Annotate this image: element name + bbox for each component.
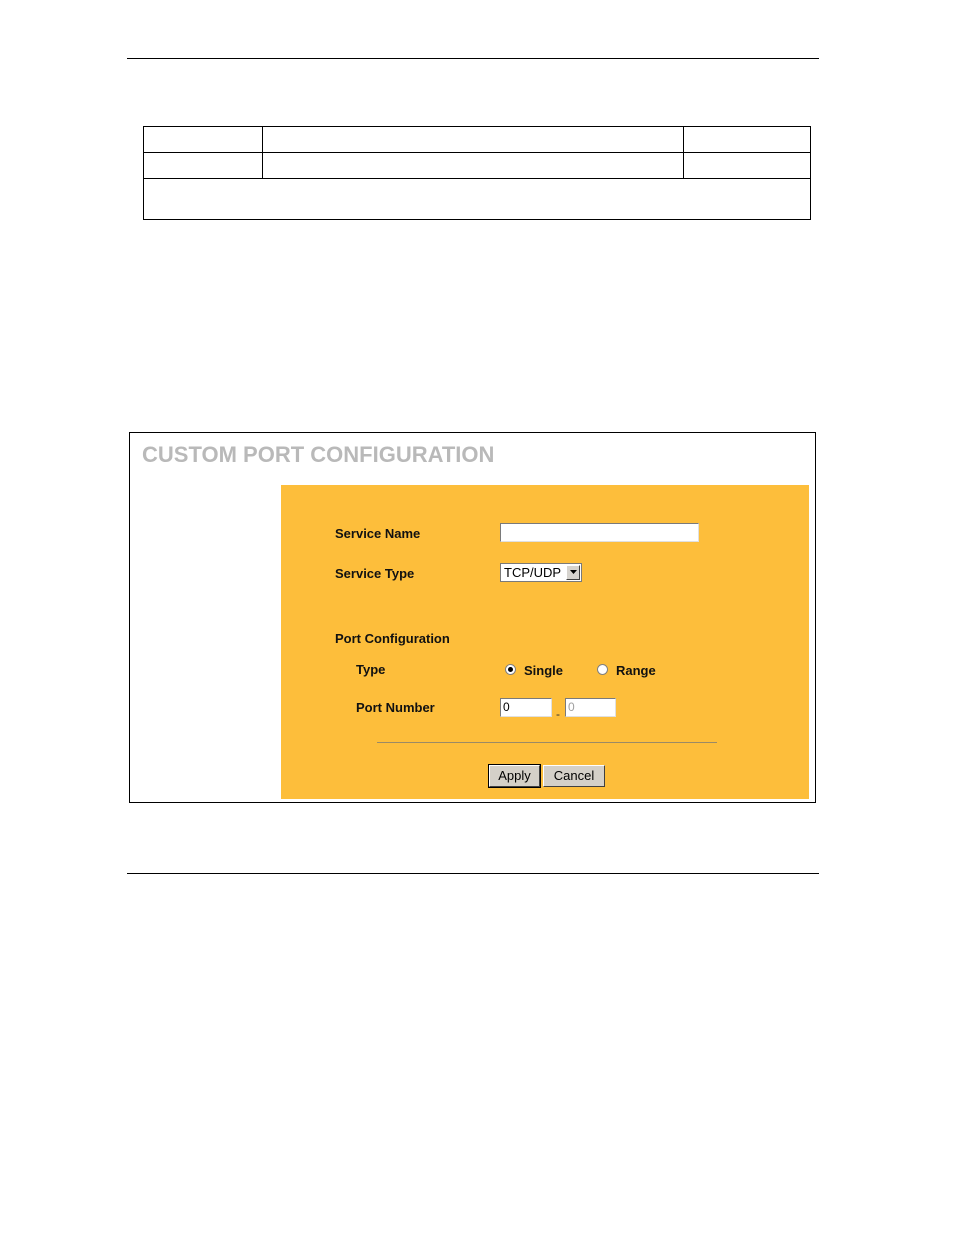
port-range-separator: - [556, 707, 560, 721]
table-cell [144, 179, 811, 220]
header-rule [127, 58, 819, 59]
port-configuration-label: Port Configuration [335, 631, 450, 646]
port-number-label: Port Number [356, 700, 435, 715]
table-cell [684, 127, 811, 153]
document-table [143, 126, 811, 220]
table-cell [144, 153, 263, 179]
port-start-input[interactable]: 0 [500, 698, 552, 717]
service-type-value: TCP/UDP [504, 565, 562, 580]
chevron-down-icon[interactable] [566, 565, 580, 580]
type-label: Type [356, 662, 386, 677]
service-type-select[interactable] [500, 563, 582, 582]
service-name-input[interactable] [500, 523, 699, 542]
table-row [144, 179, 811, 220]
table-cell [263, 127, 684, 153]
service-type-label: Service Type [335, 566, 415, 581]
table-cell [263, 153, 684, 179]
radio-range[interactable] [597, 664, 608, 675]
config-panel [281, 485, 809, 799]
table-row [144, 153, 811, 179]
radio-selected-dot [508, 667, 513, 672]
port-end-input[interactable]: 0 [565, 698, 616, 717]
radio-single-label[interactable]: Single [524, 663, 564, 678]
screenshot-frame [129, 432, 816, 803]
table-cell [144, 127, 263, 153]
service-name-label: Service Name [335, 526, 421, 541]
table-row [144, 127, 811, 153]
table-cell [684, 153, 811, 179]
radio-single[interactable] [505, 664, 516, 675]
apply-button[interactable]: Apply [489, 765, 540, 787]
radio-range-label[interactable]: Range [616, 663, 656, 678]
cancel-button[interactable]: Cancel [543, 765, 605, 787]
divider [377, 742, 717, 743]
page-title: CUSTOM PORT CONFIGURATION [142, 442, 495, 467]
footer-rule [127, 873, 819, 874]
